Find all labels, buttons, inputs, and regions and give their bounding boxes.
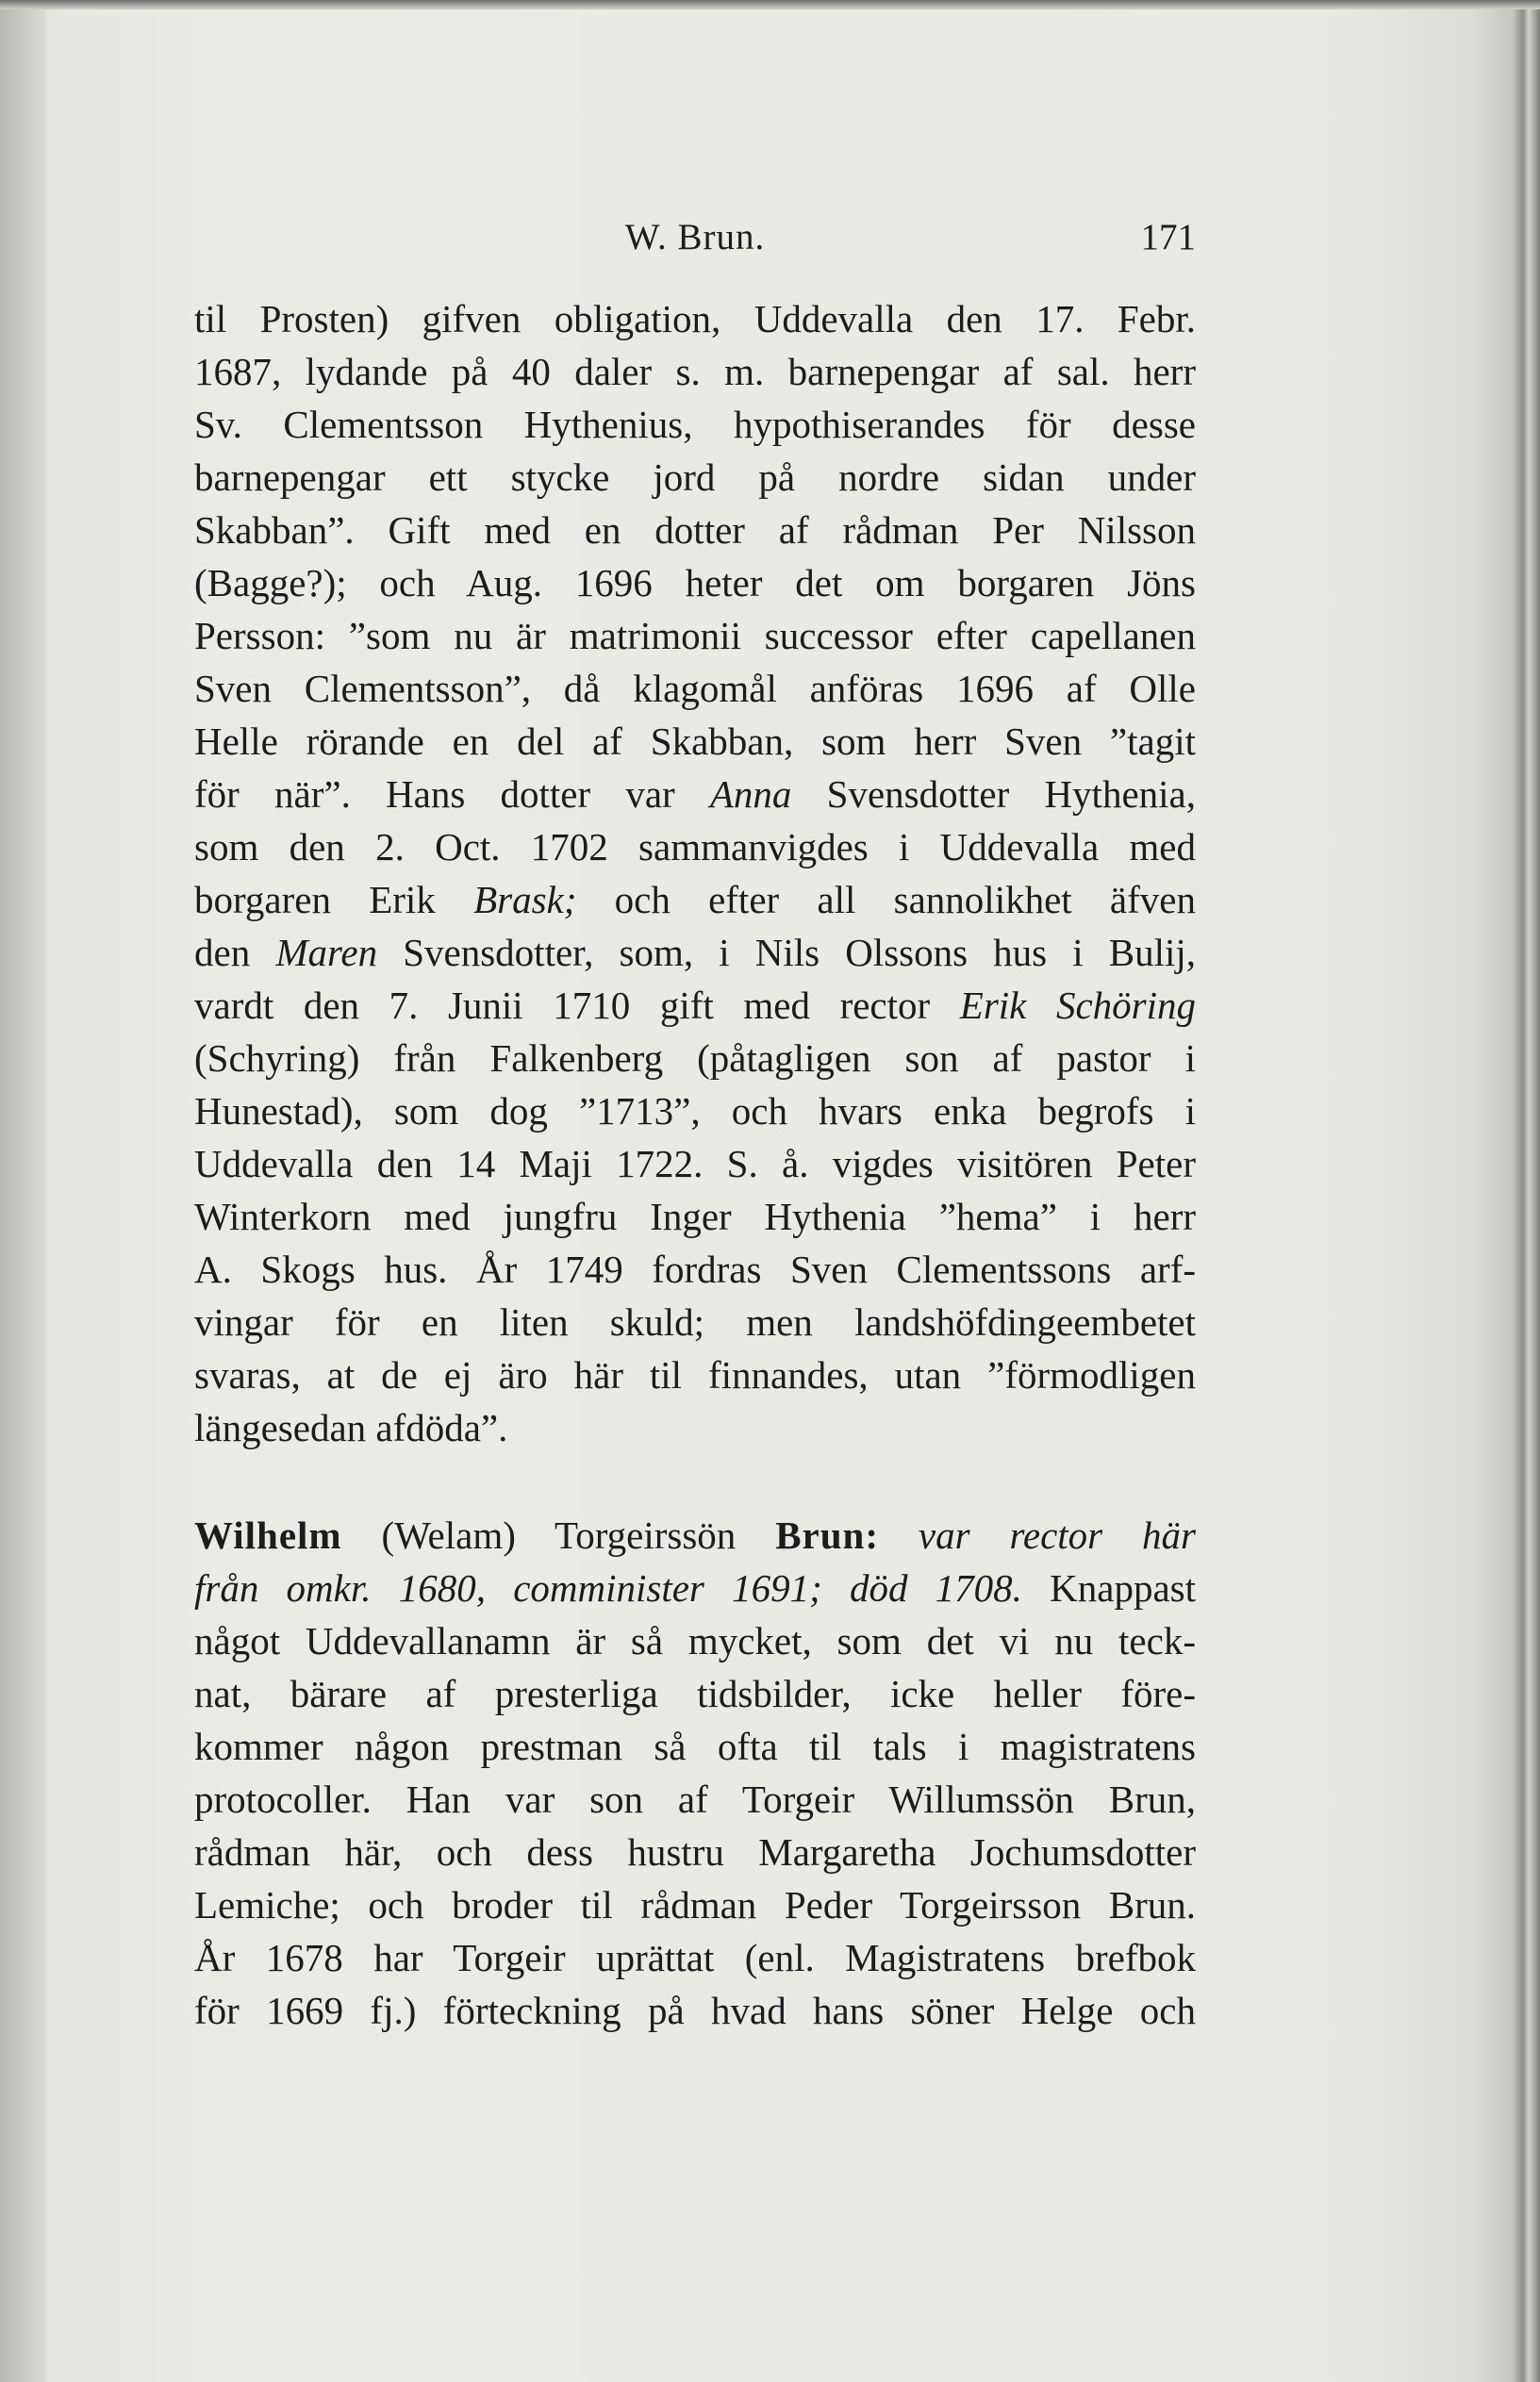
paragraph-1 [194,292,1196,1454]
page-number: 171 [1140,217,1196,257]
text-segment: borgaren Erik [194,878,474,921]
text-line: barnepengar ett stycke jord på nordre sidan under [194,455,1196,499]
text-line: vingar för en liten skuld; men landshöfdingeembetet [194,1300,1196,1344]
text-line: til Prosten) gifven obligation, Uddevalla den 17. Febr. [194,297,1196,340]
italic-name: Erik Schöring [959,984,1197,1027]
entry-surname: Brun: [775,1514,880,1557]
italic-name: Maren [275,931,378,974]
italic-name: Brask; [473,878,577,921]
text-line: År 1678 har Torgeir uprättat (enl. Magistratens brefbok [194,1936,1196,1979]
text-line: rådman här, och dess hustru Margaretha Jochumsdotter [194,1830,1196,1874]
page-header [194,209,1196,266]
text-line: Persson: ”som nu är matrimonii successor efter capellanen [194,614,1196,657]
text-line: Sv. Clementsson Hythenius, hypothiserandes för desse [194,403,1196,446]
text-line: något Uddevallanamn är så mycket, som det vi nu teck- [194,1619,1196,1662]
text-line [194,979,1196,1032]
text-line: nat, bärare af presterliga tidsbilder, icke heller före- [194,1672,1196,1715]
body-text [194,292,1196,2037]
text-line: längesedan afdöda”. [194,1406,508,1449]
text-segment: Knappast [1021,1566,1196,1610]
text-line: för 1669 fj.) förteckning på hvad hans söner Helge och [194,1989,1196,2032]
text-line: 1687, lydande på 40 daler s. m. barnepengar af sal. herr [194,350,1196,393]
text-line: protocoller. Han var son af Torgeir Willumssön Brun, [194,1778,1196,1821]
text-segment: och efter all sannolikhet äfven [576,878,1196,921]
text-line: Skabban”. Gift med en dotter af rådman Per Nilsson [194,508,1196,552]
top-edge [0,0,1540,9]
gutter-shadow [0,0,45,2382]
text-line: kommer någon prestman så ofta til tals i magistratens [194,1725,1196,1768]
text-line: (Bagge?); och Aug. 1696 heter det om borgaren Jöns [194,561,1196,604]
italic-summary: från omkr. 1680, comminister 1691; död 1708. [194,1566,1022,1610]
paragraph-2 [194,1509,1196,2037]
text-line [194,1509,1196,1562]
text-segment: vardt den 7. Junii 1710 gift med rector [194,984,960,1027]
text-line: Lemiche; och broder til rådman Peder Torgeirsson Brun. [194,1883,1196,1927]
text-line: A. Skogs hus. År 1749 fordras Sven Clementssons arf- [194,1248,1196,1291]
text-line [194,873,1196,926]
text-segment: den [194,931,276,974]
italic-summary: var rector här [879,1514,1196,1557]
text-line [194,768,1196,820]
text-line: Uddevalla den 14 Maji 1722. S. å. vigdes visitören Peter [194,1142,1196,1185]
text-line: svaras, at de ej äro här til finnandes, utan ”förmodligen [194,1353,1196,1397]
text-line [194,1562,1196,1614]
text-segment: för när”. Hans dotter var [194,772,710,816]
text-segment: (Welam) Torgeirssön [341,1514,776,1557]
italic-name: Anna [709,772,792,816]
text-line: Winterkorn med jungfru Inger Hythenia ”hema” i herr [194,1195,1196,1238]
text-line: Helle rörande en del af Skabban, som herr Sven ”tagit [194,720,1196,763]
text-line: som den 2. Oct. 1702 sammanvigdes i Uddevalla med [194,825,1196,868]
text-line: Hunestad), som dog ”1713”, och hvars enka begrofs i [194,1089,1196,1133]
page-edge [1512,0,1540,2382]
entry-name: Wilhelm [194,1514,342,1557]
text-line: (Schyring) från Falkenberg (påtagligen son af pastor i [194,1036,1196,1080]
running-head: W. Brun. [624,217,766,257]
text-segment: Svensdotter, som, i Nils Olssons hus i Bulij, [377,931,1196,974]
text-segment: Svensdotter Hythenia, [791,772,1196,816]
text-line [194,926,1196,979]
text-line: Sven Clementsson”, då klagomål anföras 1696 af Olle [194,667,1196,710]
